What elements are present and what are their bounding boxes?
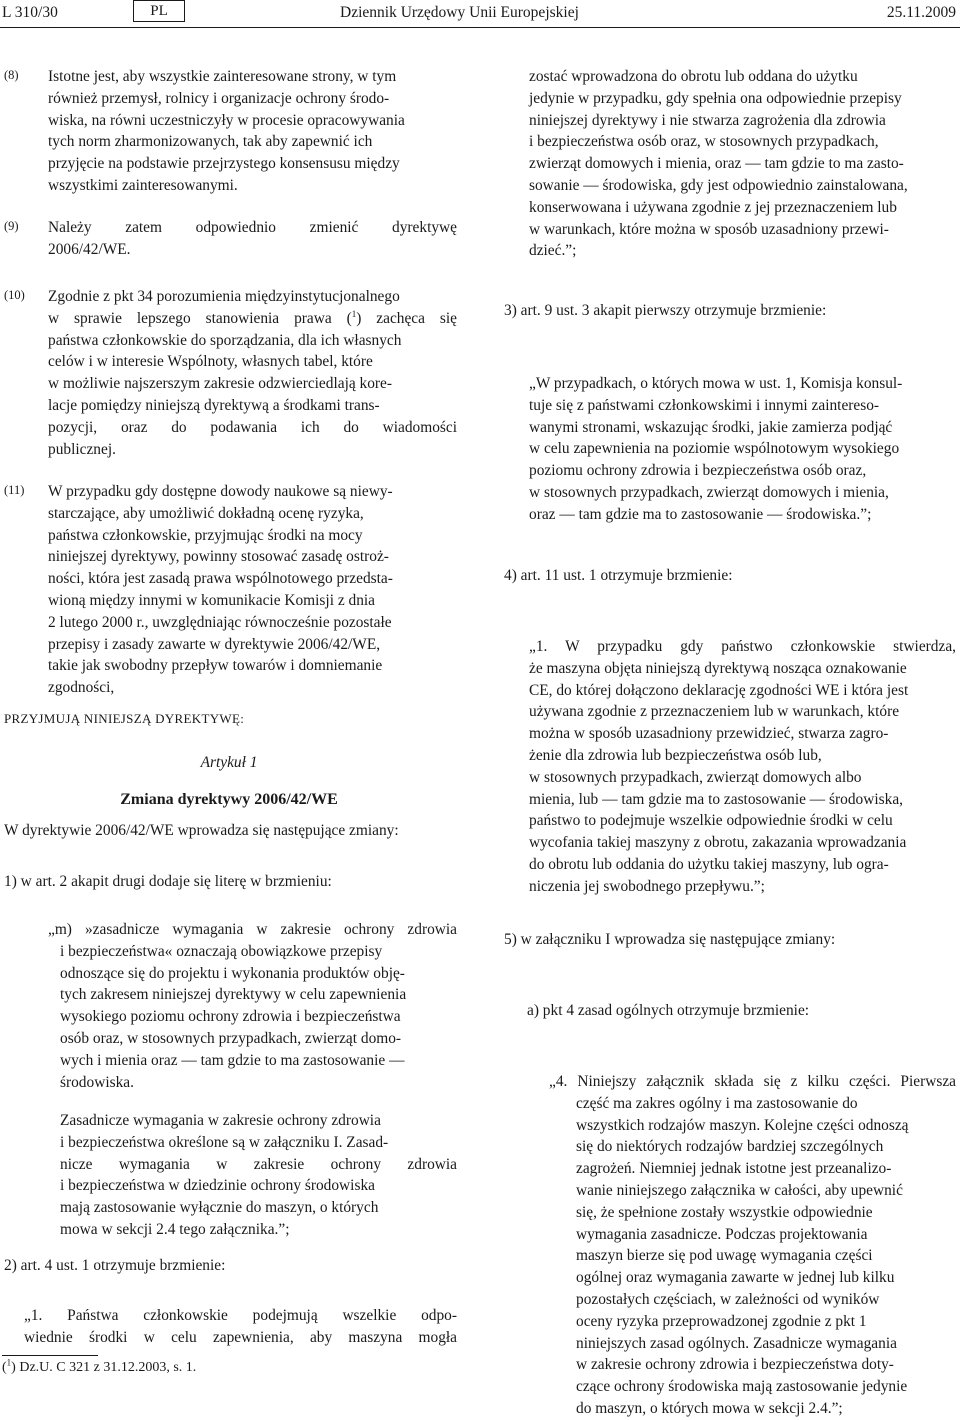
text-line: „1. Państwa członkowskie podejmują wszelkie odpo-	[24, 1307, 457, 1324]
text-line: „1. W przypadku gdy państwo członkowskie stwierdza,	[529, 638, 956, 655]
header-rule	[0, 27, 960, 28]
text-line: można w sposób uzasadniony przewidzieć, stwarza zagro-	[529, 725, 889, 743]
text-line: i bezpieczeństwa« oznaczają obowiązkowe przepisy	[60, 942, 383, 960]
recital-number-11: (11)	[4, 483, 25, 497]
definition-m	[48, 919, 457, 1093]
text-line: celów i w interesie Wspólnoty, własnych tabel, które	[48, 353, 373, 371]
text-line: wych i mienia oraz — tam gdzie to ma zastosowanie —	[60, 1051, 405, 1069]
language-code-box: PL	[133, 0, 185, 22]
journal-title: Dziennik Urzędowy Unii Europejskiej	[340, 4, 579, 21]
text-line: „W przypadkach, o których mowa w ust. 1, Komisja konsul-	[529, 375, 903, 392]
text-line: ności, która jest zasadą prawa wspólnotowego przedsta-	[48, 570, 393, 588]
text-line: wioną między innymi w komunikacie Komisji z dnia	[48, 591, 375, 609]
recital-8	[48, 66, 457, 197]
text-line: zgodności,	[48, 679, 115, 697]
amendment-point-3: 3) art. 9 ust. 3 akapit pierwszy otrzymuje brzmienie:	[504, 302, 827, 319]
text-line: w możliwie najszerszym zakresie odzwierciedlają kore-	[48, 375, 392, 393]
text-line	[48, 308, 457, 330]
text-line: publicznej.	[48, 440, 116, 458]
text-line: do obrotu lub oddania do użytku takiej maszyny, lub ogra-	[529, 855, 889, 873]
text-line: do maszyn, o których mowa w sekcji 2.4.”;	[576, 1399, 843, 1417]
text-line: wszystkimi zainteresowanymi.	[48, 176, 238, 194]
text-line: wanie niniejszego załącznika w całości, aby upewnić	[576, 1181, 903, 1199]
article-11-text	[529, 636, 956, 898]
text-line: „4. Niniejszy załącznik składa się z kilku części. Pierwsza	[549, 1073, 956, 1090]
text-line-end: ) zachęca się	[356, 309, 457, 327]
recital-number-9: (9)	[4, 219, 19, 233]
text-line: mają zastosowanie wyłącznie do maszyn, o których	[60, 1199, 379, 1217]
text-line: zagrożeń. Niemniej jednak istotne jest przeanalizo-	[576, 1160, 892, 1178]
text-line: państwa członkowskie, przyjmując środki na mocy	[48, 526, 363, 544]
article-title: Zmiana dyrektywy 2006/42/WE	[120, 791, 338, 808]
text-line: pozycji, oraz do podawania ich do wiadomości	[48, 418, 457, 436]
text-line: konserwowana i używana zgodnie z jej przeznaczeniem lub	[529, 198, 897, 216]
text-line: również przemysł, rolnicy i organizacje ochrony środo-	[48, 89, 390, 107]
page-header	[0, 0, 960, 26]
footnote-mark: 1	[6, 1357, 12, 1368]
text-line: nicze wymagania w zakresie ochrony zdrowia	[60, 1155, 457, 1173]
text-line: państwa członkowskie do sporządzania, dla ich własnych	[48, 331, 402, 349]
amendment-point-5a: a) pkt 4 zasad ogólnych otrzymuje brzmienie:	[527, 1002, 810, 1019]
amendment-point-4: 4) art. 11 ust. 1 otrzymuje brzmienie:	[504, 567, 733, 584]
text-line: odnoszące się do projektu i wykonania produktów obję-	[60, 964, 405, 982]
text-line-start: w sprawie lepszego stanowienia prawa (	[48, 309, 352, 327]
text-line: sowanie — środowiska, gdy jest odpowiednio zainstalowana,	[529, 176, 908, 194]
text-line: mienia, lub — tam gdzie ma to zastosowanie — środowiska,	[529, 790, 903, 808]
text-line: środowiska.	[60, 1073, 134, 1091]
text-line: czące ochrony środowiska mają zastosowanie jedynie	[576, 1378, 908, 1396]
text-line: starczające, aby umożliwić dokładną ocenę ryzyka,	[48, 504, 364, 522]
recital-number-10: (10)	[4, 288, 25, 302]
text-line: wymagania zasadnicze. Podczas projektowania	[576, 1225, 868, 1243]
text-line: ogólnej oraz wymagania zawarte w jednej lub kilku	[576, 1269, 895, 1287]
text-line: i bezpieczeństwa osób oraz, w stosownych przypadkach,	[529, 133, 879, 151]
text-line: „m) »zasadnicze wymagania w zakresie ochrony zdrowia	[48, 921, 457, 938]
article-4-continuation	[529, 66, 956, 262]
text-line: takie jak swobodny przepływ towarów i domniemanie	[48, 657, 383, 675]
text-line: tych zakresem niniejszej dyrektywy w celu zapewnienia	[60, 986, 407, 1004]
text-line: mowa w sekcji 2.4 tego załącznika.”;	[60, 1220, 290, 1238]
recital-9	[48, 217, 457, 261]
text-line: w warunkach, które można w sposób uzasadniony przewi-	[529, 220, 889, 238]
page-reference: L 310/30	[2, 4, 58, 21]
text-line: w stosownych przypadkach, zwierząt domowych albo	[529, 768, 862, 786]
amendment-point-1: 1) w art. 2 akapit drugi dodaje się literę w brzmieniu:	[4, 873, 332, 890]
text-line: niniejszych zasad ogólnych. Zasadnicze wymagania	[576, 1334, 897, 1352]
footnote: ($^1$) Dz.U. C 321 z 31.12.2003, s. 1.	[2, 1357, 197, 1375]
text-line: poziomu ochrony zdrowia i bezpieczeństwa osób oraz,	[529, 462, 867, 480]
text-line: oraz — tam gdzie ma to zastosowanie — środowiska.”;	[529, 505, 872, 523]
text-line: wanymi stronami, wskazując środki, jakie zamierza podjąć	[529, 418, 893, 436]
recital-10	[48, 286, 457, 460]
text-line: w zakresie ochrony zdrowia i bezpieczeństwa doty-	[576, 1356, 894, 1374]
text-line: tych norm zharmonizowanych, tak aby zapewnić ich	[48, 133, 373, 151]
text-line: używana zgodnie z przeznaczeniem lub w warunkach, które	[529, 703, 900, 721]
text-line: część ma zakres ogólny i ma zastosowanie do	[576, 1094, 858, 1112]
text-line: niczenia jej swobodnego przepływu.”;	[529, 877, 765, 895]
text-line: się, że spełnione zostały wszystkie odpowiednie	[576, 1203, 873, 1221]
text-line: w stosownych przypadkach, zwierząt domowych i mienia,	[529, 483, 889, 501]
text-line: zwierząt domowych i mienia, oraz — tam gdzie to ma zasto-	[529, 155, 904, 173]
text-line: 2 lutego 2000 r., uwzględniając równocześnie pozostałe	[48, 613, 392, 631]
text-line: Należy zatem odpowiednio zmienić dyrektywę	[48, 219, 457, 236]
footnote-reference: 1	[351, 308, 357, 319]
annex-general-principle-4	[549, 1071, 956, 1420]
text-line: dzieć.”;	[529, 242, 577, 260]
text-line: że maszyna objęta niniejszą dyrektywą nosząca oznakowanie	[529, 659, 907, 677]
text-line: jedynie w przypadku, gdy spełnia ona odpowiednie przepisy	[529, 89, 902, 107]
text-line: Zgodnie z pkt 34 porozumienia międzyinstytucjonalnego	[48, 288, 400, 305]
text-line: wiednie środki w celu zapewnienia, aby maszyna mogła	[24, 1328, 457, 1346]
text-line: CE, do której dołączono deklarację zgodności WE i która jest	[529, 681, 909, 699]
article-9-text	[529, 373, 956, 526]
text-line: i bezpieczeństwa określone są w załączniku I. Zasad-	[60, 1133, 389, 1151]
footnote-rule	[2, 1355, 98, 1356]
text-line: Istotne jest, aby wszystkie zainteresowane strony, w tym	[48, 68, 397, 85]
text-line: osób oraz, w stosownych przypadkach, zwierząt domo-	[60, 1029, 402, 1047]
text-line: przepisy i zasady zawarte w dyrektywie 2006/42/WE,	[48, 635, 381, 653]
text-line: w celu zapewnienia na poziomie wspólnotowym wysokiego	[529, 440, 900, 458]
text-line: Zasadnicze wymagania w zakresie ochrony zdrowia	[60, 1112, 381, 1129]
article-intro: W dyrektywie 2006/42/WE wprowadza się następujące zmiany:	[4, 822, 399, 839]
text-line: lacje pomiędzy niniejszą dyrektywą a środkami trans-	[48, 396, 380, 414]
text-line: się do niektórych rodzajów bardziej szczególnych	[576, 1138, 884, 1156]
article-label: Artykuł 1	[200, 754, 258, 771]
text-line: maszyn bierze się pod uwagę wymagania części	[576, 1247, 873, 1265]
recital-11	[48, 481, 457, 699]
definition-m-paragraph-2	[60, 1110, 457, 1241]
text-line: oceny ryzyka przeprowadzonej zgodnie z pkt 1	[576, 1312, 867, 1330]
adoption-formula: PRZYJMUJĄ NINIEJSZĄ DYREKTYWĘ:	[4, 711, 245, 726]
text-line: niniejszej dyrektywy, powinny stosować zasadę ostroż-	[48, 548, 389, 566]
text-line: W przypadku gdy dostępne dowody naukowe są niewy-	[48, 483, 393, 500]
article-4-text	[24, 1305, 457, 1349]
text-line: przyjęcie na podstawie przejrzystego konsensusu między	[48, 155, 400, 173]
text-line: i bezpieczeństwa w dziedzinie ochrony środowiska	[60, 1177, 375, 1195]
text-line: niniejszej dyrektywy i nie stwarza zagrożenia dla zdrowia	[529, 111, 886, 129]
text-line: państwo to podejmuje wszelkie odpowiednie środki w celu	[529, 812, 893, 830]
text-line: wszystkich rodzajów maszyn. Kolejne części odnoszą	[576, 1116, 909, 1134]
footnote-text: Dz.U. C 321 z 31.12.2003, s. 1.	[19, 1360, 197, 1375]
text-line: 2006/42/WE.	[48, 240, 131, 258]
recital-number-8: (8)	[4, 68, 19, 82]
text-line: żenie dla zdrowia lub bezpieczeństwa osób lub,	[529, 746, 822, 764]
amendment-point-5: 5) w załączniku I wprowadza się następujące zmiany:	[504, 931, 836, 948]
text-line: wycofania takiej maszyny z obrotu, zakazania wprowadzania	[529, 834, 907, 852]
text-line: pozostałych częściach, w zależności od wyników	[576, 1290, 880, 1308]
text-line: wysokiego poziomu ochrony zdrowia i bezpieczeństwa	[60, 1008, 401, 1026]
publication-date: 25.11.2009	[886, 4, 956, 21]
amendment-point-2: 2) art. 4 ust. 1 otrzymuje brzmienie:	[4, 1257, 226, 1274]
text-line: tuje się z państwami członkowskimi i innymi zaintereso-	[529, 396, 880, 414]
text-line: zostać wprowadzona do obrotu lub oddana do użytku	[529, 68, 858, 85]
text-line: wiska, na równi uczestniczyły w procesie opracowywania	[48, 111, 405, 129]
